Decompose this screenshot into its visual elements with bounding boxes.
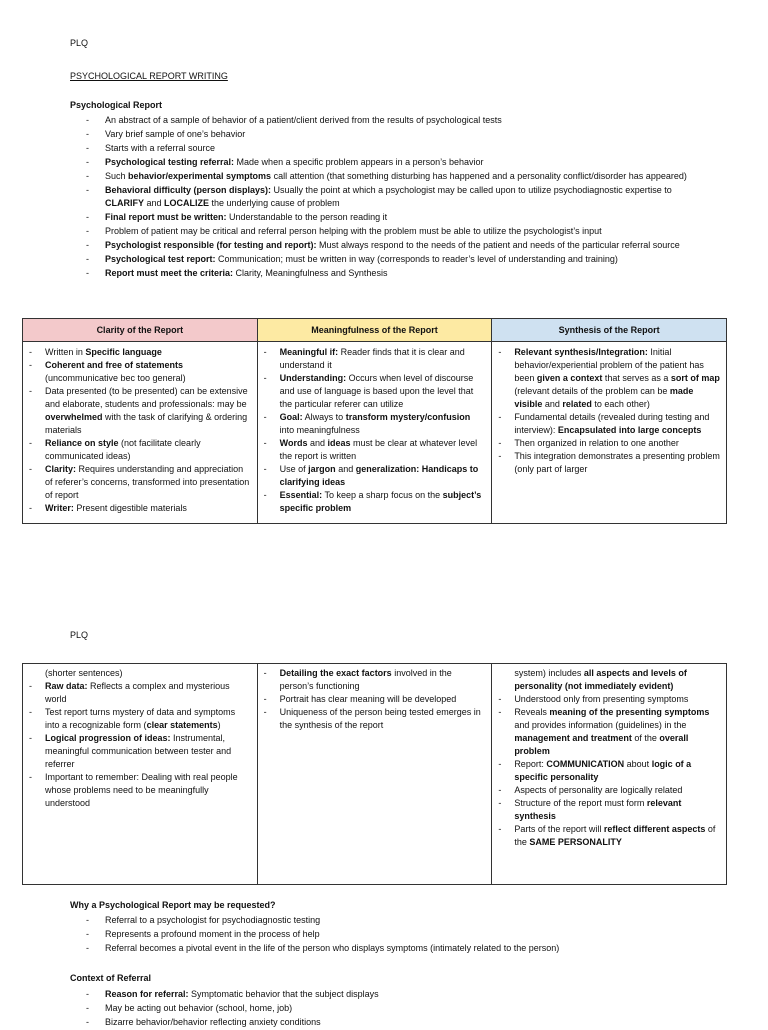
bold-text: generalization: Handicaps to clarifying ideas	[279, 464, 479, 487]
text: Fundamental details (revealed during testing and interview):	[514, 412, 710, 435]
bold-text: Understanding:	[279, 373, 347, 383]
table-cell-clarity	[23, 342, 258, 524]
table-list-item	[45, 385, 251, 437]
text: Made when a specific problem appears in a person’s behavior	[234, 157, 484, 167]
text: )	[217, 720, 221, 730]
table-list-item	[45, 771, 251, 810]
table-header-synthesis: Synthesis of the Report	[492, 319, 727, 342]
table-list-item	[514, 823, 720, 849]
text: Test report turns mystery of data and symptoms into a recognizable form (	[45, 707, 236, 730]
report-bullet	[86, 156, 706, 169]
table-list-item	[280, 437, 486, 463]
bold-text: Final report must be written:	[105, 212, 227, 222]
report-bullet	[86, 211, 706, 224]
table-cell-meaningfulness-continued	[257, 664, 492, 885]
table-list-item	[45, 667, 251, 680]
why-bullet: - Referral becomes a pivotal event in the life of the person who displays symptoms (intimately related to the person)	[86, 942, 706, 955]
text: and	[307, 438, 328, 448]
text: Structure of the report must form	[514, 798, 647, 808]
text: Parts of the report will	[514, 824, 604, 834]
report-bullet	[86, 114, 706, 127]
table-list-item	[280, 411, 486, 437]
section-heading: Psychological Report	[70, 100, 163, 110]
table-list-item	[45, 437, 251, 463]
bold-text: Psychological testing referral:	[105, 157, 235, 167]
text: Data presented (to be presented) can be extensive and elaborate, students and professionals: may be	[45, 386, 248, 409]
text: the underlying cause of problem	[209, 198, 340, 208]
bold-text: Detailing the exact factors	[279, 668, 392, 678]
bold-text: Encapsulated into large concepts	[557, 425, 702, 435]
text: involved in the person’s functioning	[279, 668, 452, 691]
text: Problem of patient may be critical and referral person helping with the problem must be able to utilize the psychologist’s input	[105, 226, 602, 236]
bold-text: relevant synthesis	[514, 798, 682, 821]
text: Reflects a complex and mysterious world	[45, 681, 230, 704]
page-header-plq: PLQ	[70, 38, 89, 48]
table-cell-synthesis	[492, 342, 727, 524]
table-list-item	[280, 346, 486, 372]
report-bullet	[86, 142, 706, 155]
report-bullet	[86, 128, 706, 141]
bold-text: Specific language	[85, 347, 162, 357]
table-list-item	[45, 706, 251, 732]
text: Occurs when level of discourse and use of language is based upon the level that the particular referer can utilize	[279, 373, 474, 409]
text: Clarity, Meaningfulness and Synthesis	[233, 268, 388, 278]
bold-text: SAME PERSONALITY	[529, 837, 622, 847]
context-bullet	[86, 988, 706, 1001]
text: Vary brief sample of one’s behavior	[105, 129, 246, 139]
text: (shorter sentences)	[45, 668, 123, 678]
text: Important to remember: Dealing with real people whose problems need to be meaningfully understood	[45, 772, 238, 808]
report-bullet	[86, 170, 706, 183]
bold-text: Meaningful if:	[279, 347, 339, 357]
text: Then organized in relation to one another	[514, 438, 679, 448]
bold-text: logic of a specific personality	[514, 759, 692, 782]
criteria-table	[22, 318, 727, 524]
bold-text: Report must meet the criteria:	[105, 268, 234, 278]
bold-text: sort of map	[670, 373, 720, 383]
table-cell-clarity-continued	[23, 664, 258, 885]
table-list-item	[45, 346, 251, 359]
table-list-item	[514, 450, 720, 476]
bold-text: Reason for referral:	[105, 989, 189, 999]
bold-text: Coherent and free of statements	[45, 360, 184, 370]
bold-text: reflect different aspects	[603, 824, 706, 834]
bold-text: Raw data:	[45, 681, 88, 691]
bold-text: overwhelmed	[45, 412, 103, 422]
bold-text: Essential:	[279, 490, 323, 500]
table-list-item	[514, 758, 720, 784]
report-bullet	[86, 225, 706, 238]
text: Report:	[514, 759, 547, 769]
why-bullet: - Referral to a psychologist for psychodiagnostic testing	[86, 914, 706, 927]
table-list-item	[514, 411, 720, 437]
text: Communication; must be written in way (corresponds to reader’s level of understanding and training)	[215, 254, 618, 264]
bold-text: overall problem	[514, 733, 689, 756]
text: with the task of clarifying & ordering materials	[45, 412, 248, 435]
table-list-item	[514, 784, 720, 797]
text: Use of	[279, 464, 309, 474]
text: Present digestible materials	[73, 503, 187, 513]
bold-text: Psychological test report:	[105, 254, 216, 264]
text: Always to	[302, 412, 346, 422]
why-heading: Why a Psychological Report may be requested?	[70, 900, 276, 910]
text: Written in	[45, 347, 86, 357]
text: An abstract of a sample of behavior of a patient/client derived from the results of psychological tests	[105, 115, 502, 125]
table-list-item	[45, 463, 251, 502]
table-list-item	[514, 693, 720, 706]
text: Symptomatic behavior that the subject displays	[188, 989, 379, 999]
bold-text: Writer:	[45, 503, 74, 513]
bold-text: meaning of the presenting symptoms	[549, 707, 710, 717]
bold-text: all aspects and levels of personality (not immediately evident)	[514, 668, 687, 691]
text: that serves as a	[602, 373, 671, 383]
text: Requires understanding and appreciation of referer’s concerns, transformed into presentation of report	[45, 464, 250, 500]
text: Such	[105, 171, 129, 181]
text: To keep a sharp focus on the	[322, 490, 443, 500]
table-list-item	[514, 667, 720, 693]
bold-text: COMMUNICATION	[546, 759, 625, 769]
text: Bizarre behavior/behavior reflecting anxiety conditions	[105, 1017, 321, 1027]
table-list-item	[514, 797, 720, 823]
text: (not facilitate clearly communicated ideas)	[45, 438, 201, 461]
report-bullet	[86, 239, 706, 252]
text: Reader finds that it is clear and understand it	[279, 347, 465, 370]
text: (relevant details of the problem can be	[514, 386, 670, 396]
bold-text: ideas	[327, 438, 351, 448]
text: to each other)	[591, 399, 650, 409]
bold-text: Relevant synthesis/Integration:	[514, 347, 648, 357]
bold-text: Logical progression of ideas:	[45, 733, 171, 743]
text: and	[542, 399, 563, 409]
text: and provides information (guidelines) in the	[514, 720, 687, 730]
table-header-clarity: Clarity of the Report	[23, 319, 258, 342]
text: system) includes	[514, 668, 584, 678]
bold-text: behavior/experimental symptoms	[128, 171, 272, 181]
text: Understood only from presenting symptoms	[514, 694, 689, 704]
text: Aspects of personality are logically related	[514, 785, 683, 795]
text: must be clear at whatever level the report is written	[279, 438, 478, 461]
text: Initial behavior/experiential problem of the patient has been	[514, 347, 704, 383]
text: of the	[631, 733, 660, 743]
text: of the	[514, 824, 716, 847]
table-header-meaningfulness: Meaningfulness of the Report	[257, 319, 492, 342]
bold-text: CLARIFY	[105, 198, 144, 208]
text: about	[624, 759, 652, 769]
table-cell-meaningfulness	[257, 342, 492, 524]
bold-text: management and treatment	[514, 733, 632, 743]
bold-text: Reliance on style	[45, 438, 119, 448]
why-bullet-list	[86, 914, 706, 956]
bold-text: LOCALIZE	[164, 198, 210, 208]
bold-text: Clarity:	[45, 464, 77, 474]
criteria-table-continued	[22, 663, 727, 885]
bold-text: Words	[279, 438, 308, 448]
bold-text: given a context	[536, 373, 603, 383]
bold-text: made visible	[514, 386, 694, 409]
text: Starts with a referral source	[105, 143, 216, 153]
text: Must always respond to the needs of the patient and needs of the particular referral source	[316, 240, 680, 250]
text: May be acting out behavior (school, home, job)	[105, 1003, 293, 1013]
report-bullet-list	[86, 114, 706, 281]
page-header-plq-2: PLQ	[70, 630, 89, 640]
bold-text: Goal:	[279, 412, 303, 422]
document-title: PSYCHOLOGICAL REPORT WRITING	[70, 71, 228, 81]
table-cell-synthesis-continued	[492, 664, 727, 885]
table-list-item	[280, 667, 486, 693]
text: Uniqueness of the person being tested emerges in the synthesis of the report	[279, 707, 481, 730]
context-heading: Context of Referral	[70, 973, 152, 983]
table-list-item	[514, 437, 720, 450]
table-list-item	[514, 346, 720, 411]
text: This integration demonstrates a presenting problem (only part of larger	[514, 451, 720, 474]
text: call attention (that something disturbing has happened and a personality conflict/disorder has appeared)	[271, 171, 687, 181]
table-list-item	[280, 693, 486, 706]
table-list-item	[45, 680, 251, 706]
table-list-item	[280, 706, 486, 732]
report-bullet	[86, 253, 706, 266]
bold-text: Behavioral difficulty (person displays):	[105, 185, 272, 195]
report-bullet	[86, 267, 706, 280]
text: Usually the point at which a psychologist may be called upon to utilize psychodiagnostic expertise to	[271, 185, 672, 195]
table-list-item	[280, 372, 486, 411]
text: Instrumental, meaningful communication between tester and referrer	[45, 733, 232, 769]
text: Portrait has clear meaning will be developed	[279, 694, 457, 704]
text: into meaningfulness	[279, 425, 360, 435]
context-bullet	[86, 1002, 706, 1015]
text: and	[144, 198, 165, 208]
table-list-item	[514, 706, 720, 758]
bold-text: jargon	[308, 464, 336, 474]
text: (uncommunicative bec too general)	[45, 373, 186, 383]
text: Reveals	[514, 707, 550, 717]
bold-text: Psychologist responsible (for testing and report):	[105, 240, 317, 250]
text: and	[335, 464, 356, 474]
text: Understandable to the person reading it	[226, 212, 388, 222]
bold-text: transform mystery/confusion	[345, 412, 471, 422]
bold-text: clear statements	[146, 720, 218, 730]
table-list-item	[280, 489, 486, 515]
table-list-item	[45, 732, 251, 771]
table-list-item	[45, 359, 251, 385]
report-bullet	[86, 184, 706, 210]
bold-text: related	[562, 399, 592, 409]
why-bullet: - Represents a profound moment in the process of help	[86, 928, 706, 941]
bold-text: subject’s specific problem	[279, 490, 482, 513]
table-list-item	[45, 502, 251, 515]
context-bullet	[86, 1016, 706, 1029]
table-list-item	[280, 463, 486, 489]
